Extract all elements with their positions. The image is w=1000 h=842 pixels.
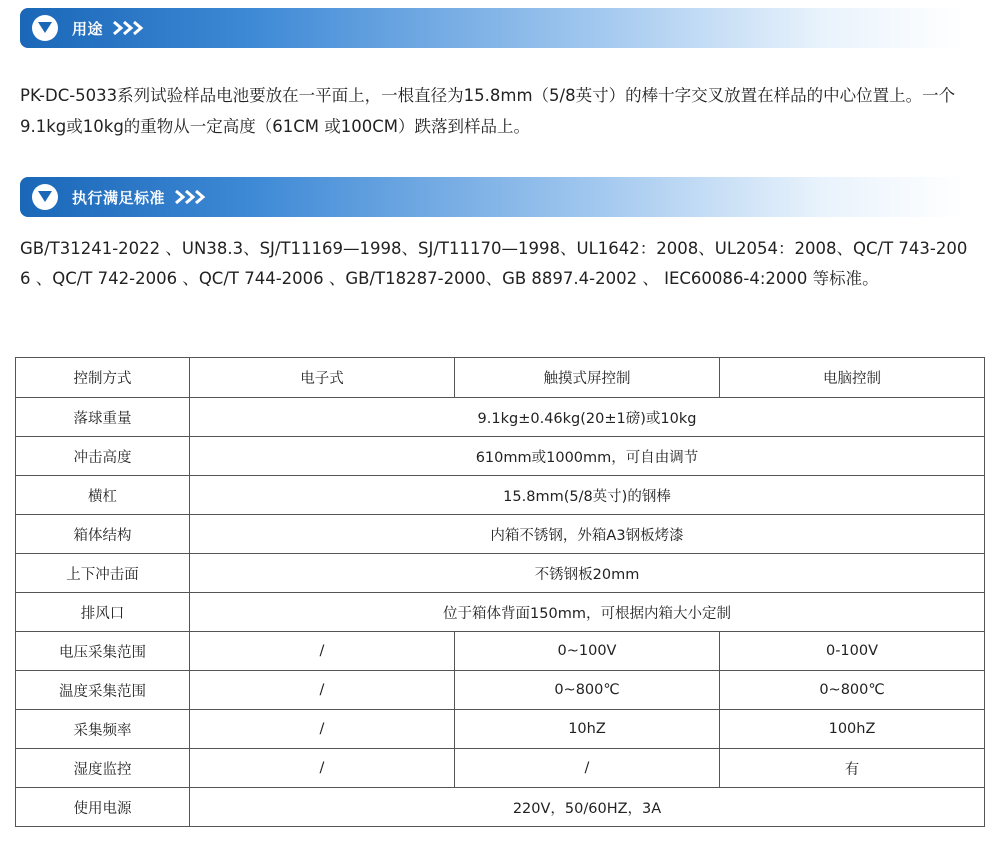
row-label: 排风口 xyxy=(16,593,190,632)
table-row xyxy=(16,671,985,710)
standards-list: GB/T31241-2022 、UN38.3、SJ/T11169—1998、SJ/T11170—1998、UL1642：2008、UL2054：2008、QC/T 743-2006 、QC/T 742-2006 、QC/T 744-2006 、GB/T18287-2000、GB 8897.4-2002 、 IEC60086-4:2000 等标准。 xyxy=(20,239,968,288)
row-value-cell: 10hZ xyxy=(455,710,720,749)
row-value-cell: 0~800℃ xyxy=(455,671,720,710)
row-value-cell: / xyxy=(190,710,455,749)
row-label: 使用电源 xyxy=(16,788,190,827)
row-value-cell: / xyxy=(455,749,720,788)
row-label: 箱体结构 xyxy=(16,515,190,554)
section-header-standards xyxy=(20,177,965,217)
header-cell: 电子式 xyxy=(190,358,455,398)
row-value-merged: 220V，50/60HZ，3A xyxy=(190,788,985,827)
table-row xyxy=(16,788,985,827)
row-value-merged: 9.1kg±0.46kg(20±1磅)或10kg xyxy=(190,398,985,437)
row-value-merged: 位于箱体背面150mm，可根据内箱大小定制 xyxy=(190,593,985,632)
row-value-cell: 0~100V xyxy=(455,632,720,671)
table-row xyxy=(16,749,985,788)
header-cell: 电脑控制 xyxy=(720,358,985,398)
table-row xyxy=(16,593,985,632)
table-row xyxy=(16,515,985,554)
row-label: 湿度监控 xyxy=(16,749,190,788)
row-value-cell: 0~800℃ xyxy=(720,671,985,710)
row-label: 落球重量 xyxy=(16,398,190,437)
row-label: 上下冲击面 xyxy=(16,554,190,593)
table-row xyxy=(16,437,985,476)
row-value-merged: 610mm或1000mm，可自由调节 xyxy=(190,437,985,476)
row-value-cell: / xyxy=(190,671,455,710)
table-row xyxy=(16,476,985,515)
row-value-merged: 内箱不锈钢，外箱A3钢板烤漆 xyxy=(190,515,985,554)
header-cell: 触摸式屏控制 xyxy=(455,358,720,398)
row-label: 横杠 xyxy=(16,476,190,515)
row-value-cell: 0-100V xyxy=(720,632,985,671)
table-header-row xyxy=(16,358,985,398)
triple-chevron-right-icon xyxy=(175,190,217,204)
usage-description: PK-DC-5033系列试验样品电池要放在一平面上，一根直径为15.8mm（5/8英寸）的棒十字交叉放置在样品的中心位置上。一个9.1kg或10kg的重物从一定高度（61CM 或100CM）跌落到样品上。 xyxy=(20,86,956,136)
row-value-merged: 不锈钢板20mm xyxy=(190,554,985,593)
row-value-cell: / xyxy=(190,632,455,671)
row-label: 温度采集范围 xyxy=(16,671,190,710)
row-value-cell: / xyxy=(190,749,455,788)
section-title-standards: 执行满足标准 xyxy=(72,188,166,207)
chevron-down-circle-icon xyxy=(32,15,58,41)
section-title-usage: 用途 xyxy=(72,19,104,38)
row-value-cell: 有 xyxy=(720,749,985,788)
section-header-usage xyxy=(20,8,965,48)
table-row xyxy=(16,398,985,437)
table-row xyxy=(16,554,985,593)
row-label: 冲击高度 xyxy=(16,437,190,476)
row-label: 电压采集范围 xyxy=(16,632,190,671)
row-value-cell: 100hZ xyxy=(720,710,985,749)
row-label: 采集频率 xyxy=(16,710,190,749)
chevron-down-circle-icon xyxy=(32,184,58,210)
table-row xyxy=(16,710,985,749)
spec-table xyxy=(15,357,985,827)
table-row xyxy=(16,632,985,671)
header-control-mode: 控制方式 xyxy=(16,358,190,398)
row-value-merged: 15.8mm(5/8英寸)的钢棒 xyxy=(190,476,985,515)
triple-chevron-right-icon xyxy=(113,21,155,35)
